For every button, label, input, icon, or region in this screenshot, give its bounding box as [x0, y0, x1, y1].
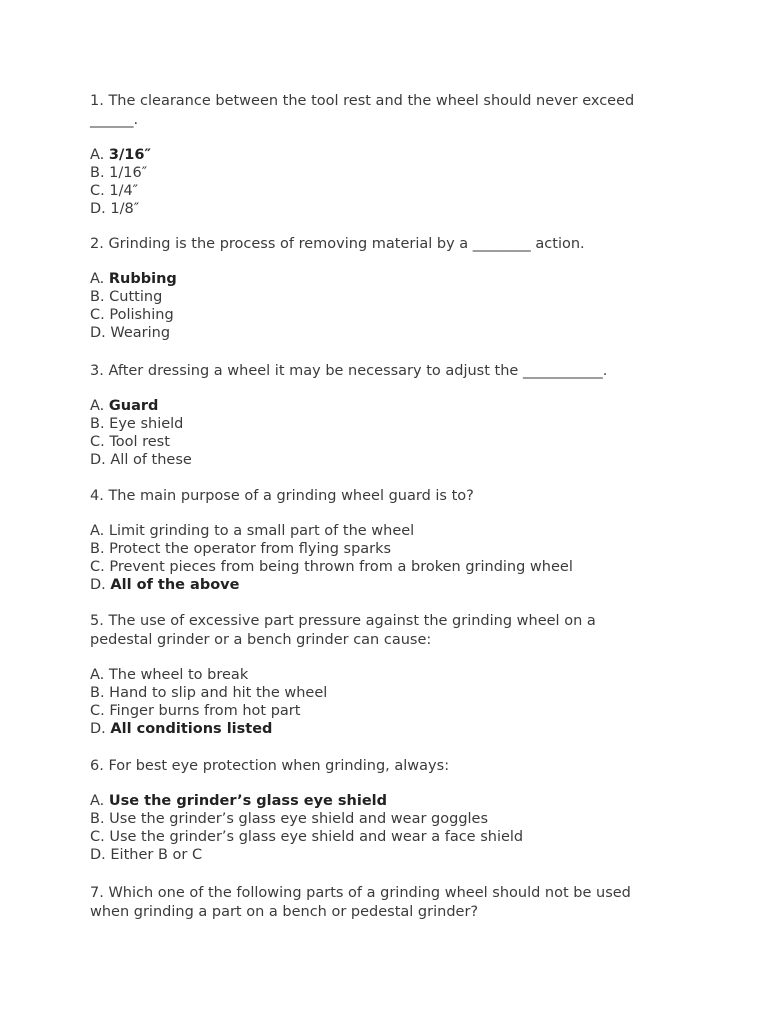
answer-text: Guard	[108, 398, 159, 414]
option-text: Either B or C	[110, 847, 203, 863]
option-prefix: B.	[90, 811, 110, 827]
option-prefix: D.	[90, 325, 111, 341]
option-d	[90, 720, 690, 738]
option-text: Limit grinding to a small part of the wheel	[108, 523, 415, 539]
option-b	[90, 288, 690, 306]
option-prefix: B.	[90, 289, 110, 305]
option-text: Hand to slip and hit the wheel	[109, 685, 328, 701]
question-7-stem-line-2: when grinding a part on a bench or pedestal grinder?	[90, 904, 479, 920]
option-text: The wheel to break	[108, 667, 249, 683]
option-c	[90, 306, 690, 324]
option-d	[90, 324, 690, 342]
option-d	[90, 846, 690, 864]
option-d	[90, 200, 690, 218]
option-text: Cutting	[109, 289, 163, 305]
question-1-options	[90, 146, 690, 218]
option-prefix: A.	[90, 523, 109, 539]
option-text: Prevent pieces from being thrown from a broken grinding wheel	[109, 559, 573, 575]
option-text: Wearing	[110, 325, 171, 341]
option-text: Polishing	[109, 307, 174, 323]
option-prefix: A.	[90, 398, 109, 414]
option-a	[90, 146, 690, 164]
question-6	[90, 757, 690, 864]
answer-text: All conditions listed	[110, 721, 273, 737]
option-text: Eye shield	[109, 416, 184, 432]
question-2	[90, 235, 690, 342]
option-prefix: D.	[90, 847, 111, 863]
question-3	[90, 362, 690, 469]
option-a	[90, 397, 690, 415]
option-text: 1/16″	[109, 165, 148, 181]
option-a	[90, 522, 690, 540]
answer-text: 3/16″	[108, 147, 151, 163]
question-7	[90, 884, 690, 922]
option-a	[90, 270, 690, 288]
question-2-options	[90, 270, 690, 342]
option-prefix: A.	[90, 271, 109, 287]
option-a	[90, 666, 690, 684]
option-prefix: B.	[90, 416, 110, 432]
question-4-stem-line-1: 4. The main purpose of a grinding wheel guard is to?	[90, 488, 474, 504]
question-1	[90, 92, 690, 218]
option-b	[90, 684, 690, 702]
option-c	[90, 558, 690, 576]
option-c	[90, 433, 690, 451]
option-b	[90, 164, 690, 182]
question-4	[90, 487, 690, 594]
option-prefix: B.	[90, 165, 110, 181]
answer-text: All of the above	[110, 577, 240, 593]
option-c	[90, 182, 690, 200]
option-text: 1/8″	[110, 201, 140, 217]
option-b	[90, 415, 690, 433]
question-5-options	[90, 666, 690, 738]
question-6-options	[90, 792, 690, 864]
option-prefix: C.	[90, 829, 110, 845]
option-prefix: B.	[90, 685, 110, 701]
question-1-stem-line-2: ______.	[90, 112, 139, 128]
question-4-options	[90, 522, 690, 594]
question-1-stem-line-1: 1. The clearance between the tool rest and the wheel should never exceed	[90, 93, 635, 109]
option-text: Tool rest	[109, 434, 170, 450]
option-prefix: D.	[90, 452, 111, 468]
answer-text: Use the grinder’s glass eye shield	[108, 793, 388, 809]
option-prefix: C.	[90, 559, 110, 575]
question-5-stem-line-1: 5. The use of excessive part pressure against the grinding wheel on a	[90, 613, 596, 629]
option-prefix: D.	[90, 721, 111, 737]
option-text: Finger burns from hot part	[109, 703, 301, 719]
option-d	[90, 451, 690, 469]
option-b	[90, 810, 690, 828]
question-2-stem-line-1: 2. Grinding is the process of removing material by a ________ action.	[90, 236, 585, 252]
option-c	[90, 702, 690, 720]
option-prefix: C.	[90, 434, 110, 450]
question-3-options	[90, 397, 690, 469]
option-text: Protect the operator from flying sparks	[109, 541, 392, 557]
question-7-stem-line-1: 7. Which one of the following parts of a grinding wheel should not be used	[90, 885, 631, 901]
question-5	[90, 612, 690, 738]
option-text: 1/4″	[109, 183, 139, 199]
option-prefix: D.	[90, 577, 111, 593]
option-prefix: A.	[90, 667, 109, 683]
option-prefix: A.	[90, 793, 109, 809]
option-prefix: C.	[90, 307, 110, 323]
option-text: Use the grinder’s glass eye shield and wear goggles	[109, 811, 489, 827]
option-text: Use the grinder’s glass eye shield and wear a face shield	[109, 829, 524, 845]
option-prefix: C.	[90, 183, 110, 199]
question-6-stem-line-1: 6. For best eye protection when grinding, always:	[90, 758, 450, 774]
question-3-stem-line-1: 3. After dressing a wheel it may be necessary to adjust the ___________.	[90, 363, 608, 379]
option-prefix: A.	[90, 147, 109, 163]
option-b	[90, 540, 690, 558]
option-prefix: B.	[90, 541, 110, 557]
option-text: All of these	[110, 452, 192, 468]
option-a	[90, 792, 690, 810]
option-c	[90, 828, 690, 846]
option-d	[90, 576, 690, 594]
question-5-stem-line-2: pedestal grinder or a bench grinder can cause:	[90, 632, 432, 648]
option-prefix: D.	[90, 201, 111, 217]
option-prefix: C.	[90, 703, 110, 719]
answer-text: Rubbing	[108, 271, 177, 287]
